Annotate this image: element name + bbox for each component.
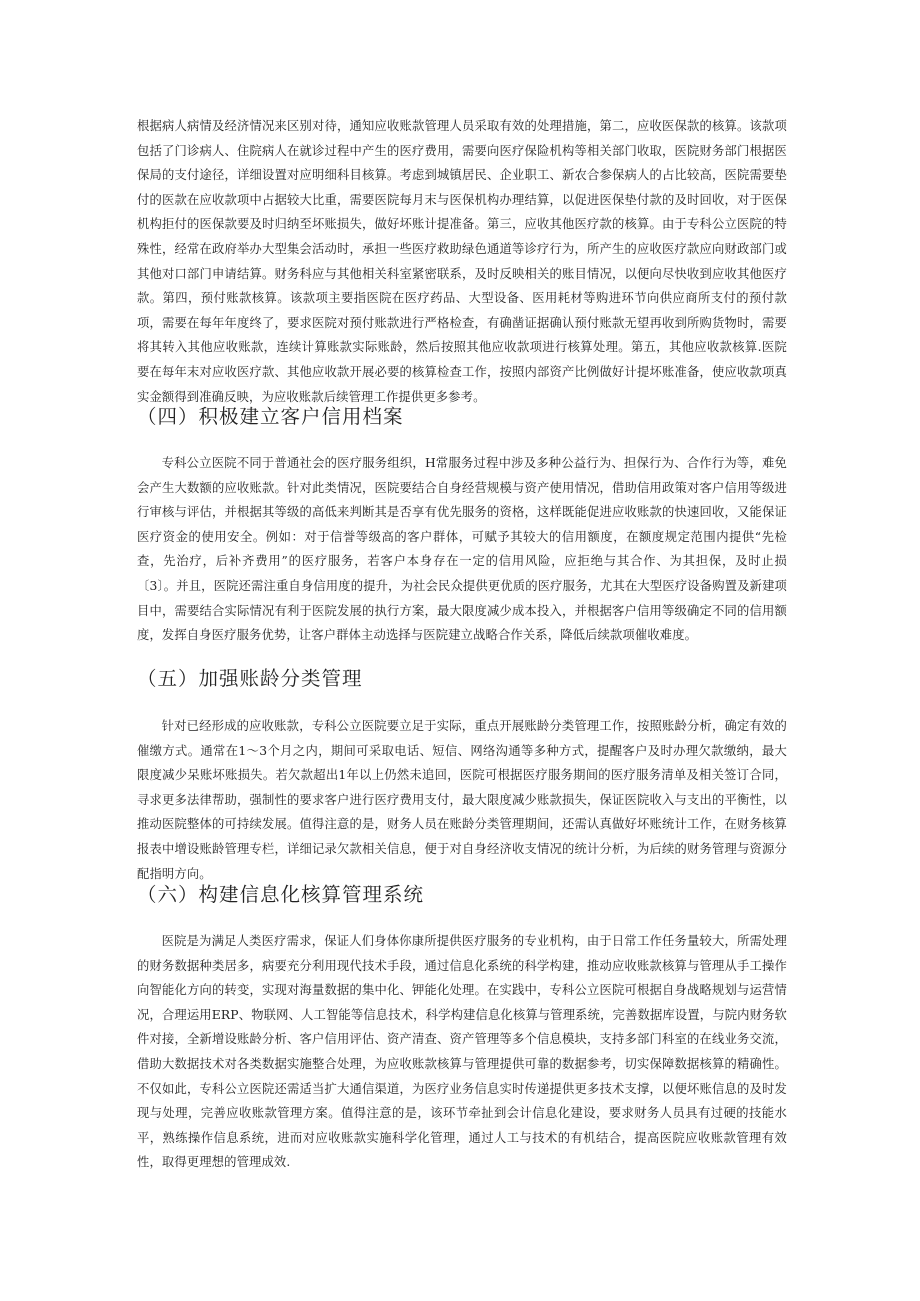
section-heading-information-system: （六）构建信息化核算管理系统 (137, 883, 425, 906)
paragraph-aging-management: 针对已经形成的应收账款，专科公立医院要立足于实际，重点开展账龄分类管理工作，按照账龄分析，确定有效的催缴方式。通常在1～3个月之内，期间可采取电话、短信、网络沟通等多种方式，提醒客户及时办理欠款缴纳，最大限度减少呆账坏账损失。若欠款超出1年以上仍然未追回，医院可根据医疗服务期间的医疗服务清单及相关签订合同，寻求更多法律帮助，强制性的要求客户进行医疗费用支付，最大限度减少账款损失，保证医院收入与支出的平衡性，以推动医院整体的可持续发展。值得注意的是，财务人员在账龄分类管理期间，还需认真做好坏账统计工作，在财务核算报表中增设账龄管理专栏，详细记录欠款相关信息，便于对自身经济收支情况的统计分析，为后续的财务管理与资源分配指明方向。 (137, 719, 787, 881)
paragraph-information-system: 医院是为满足人类医疗需求，保证人们身体你康所提供医疗服务的专业机构，由于日常工作任务量较大，所需处理的财务数据种类居多，病要充分利用现代技术手段，通过信息化系统的科学构建，推动应收账款核算与管理从手工操作向智能化方向的转变，实现对海量数据的集中化、钾能化处理。在实践中，专科公立医院可根据自身战略规划与运营情况，合理运用ERP、物联网、人工智能等信息技术，科学构建信息化核算与管理系统，完善数据库设置，与院内财务软件对接，全新增设账龄分析、客户信用评估、资产清查、资产管理等多个信息模块，支持多部门科室的在线业务交流，借助大数据技术对各类数据实施整合处理，为应收账款核算与管理提供可靠的数据参考，切实保障数据核算的精确性。不仅如此，专科公立医院还需适当扩大通信渠道，为医疗业务信息实时传递提供更多技术支撑，以便坏账信息的及时发现与处理，完善应收账款管理方案。值得注意的是，该环节牵扯到会计信息化建设，要求财务人员具有过硬的技能水平，熟练操作信息系统，进而对应收账款实施科学化管理，通过人工与技术的有机结合，提高医院应收账款管理有效性，取得更理想的管理成效. (137, 934, 787, 1170)
document-page (137, 114, 787, 1175)
paragraph-receivables-accounting: 根据病人病情及经济情况来区别对待，通知应收账款管理人员采取有效的处理措施，第二，应收医保款的核算。该款项包括了门诊病人、住院病人在就诊过程中产生的医疗费用，需要向医疗保险机构等相关部门收取，医院财务部门根据医保局的支付途径，详细设置对应明细科目核算。考虑到城镇居民、企业职工、新农合参保病人的占比较高，医院需要垫付的医款在应收款项中占据较大比重，需要医院每月末与医保机构办理结算，以促进医保垫付款的及时回收，对于医保机构拒付的医保款要及时归纳至坏账损失，做好坏账计提准备。第三，应收其他医疗款的核算。由于专科公立医院的特殊性，经常在政府举办大型集会活动时，承担一些医疗救助绿色通道等诊疗行为，所产生的应收医疗款应向财政部门或其他对口部门申请结算。财务科应与其他相关科室紧密联系，及时反映相关的账目情况，以便向尽快收到应收其他医疗款。第四，预付账款核算。该款项主要指医院在医疗药品、大型设备、医用耗材等购进环节向供应商所支付的预付款项，需要在每年年度终了，要求医院对预付账款进行严格检查，有确凿证据确认预付账款无望再收到所购货物时，需要将其转入其他应收账款，连续计算账款实际账龄，然后按照其他应收款项进行核算处理。第五，其他应收款核算.医院要在每年末对应收医疗款、其他应收款开展必要的核算检查工作，按照内部资产比例做好计提坏账准备，使应收款项真实金额得到准确反映，为应收账款后续管理工作提供更多参考。 (137, 119, 787, 404)
paragraph-credit-files: 专科公立医院不同于普通社会的医疗服务组织，H常服务过程中涉及多种公益行为、担保行为、合作行为等，难免会产生大数额的应收账款。针对此类情况，医院要结合自身经营规模与资产使用情况，借助信用政策对客户信用等级进行审核与评估，并根据其等级的高低来判断其是否享有优先服务的资格，这样既能促进应收账款的快速回收，又能保证医疗资金的使用安全。例如：对于信誉等级高的客户群体，可赋予其较大的信用额度，在额度规定范围内提供“先检查，先治疗，后补齐费用”的医疗服务，若客户本身存在一定的信用风险，应拒绝与其合作、为其担保，及时止损〔3〕。并且，医院还需注重自身信用度的提升，为社会民众提供更优质的医疗服务，尤其在大型医疗设备购置及新建项目中，需要结合实际情况有利于医院发展的执行方案，最大限度减少成本投入，并根据客户信用等级确定不同的信用额度，发挥自身医疗服务优势，让客户群体主动选择与医院建立战略合作关系，降低后续款项催收难度。 (137, 456, 787, 643)
section-heading-aging-management: （五）加强账龄分类管理 (137, 667, 363, 690)
section-heading-credit-files: （四）积极建立客户信用档案 (137, 405, 404, 428)
